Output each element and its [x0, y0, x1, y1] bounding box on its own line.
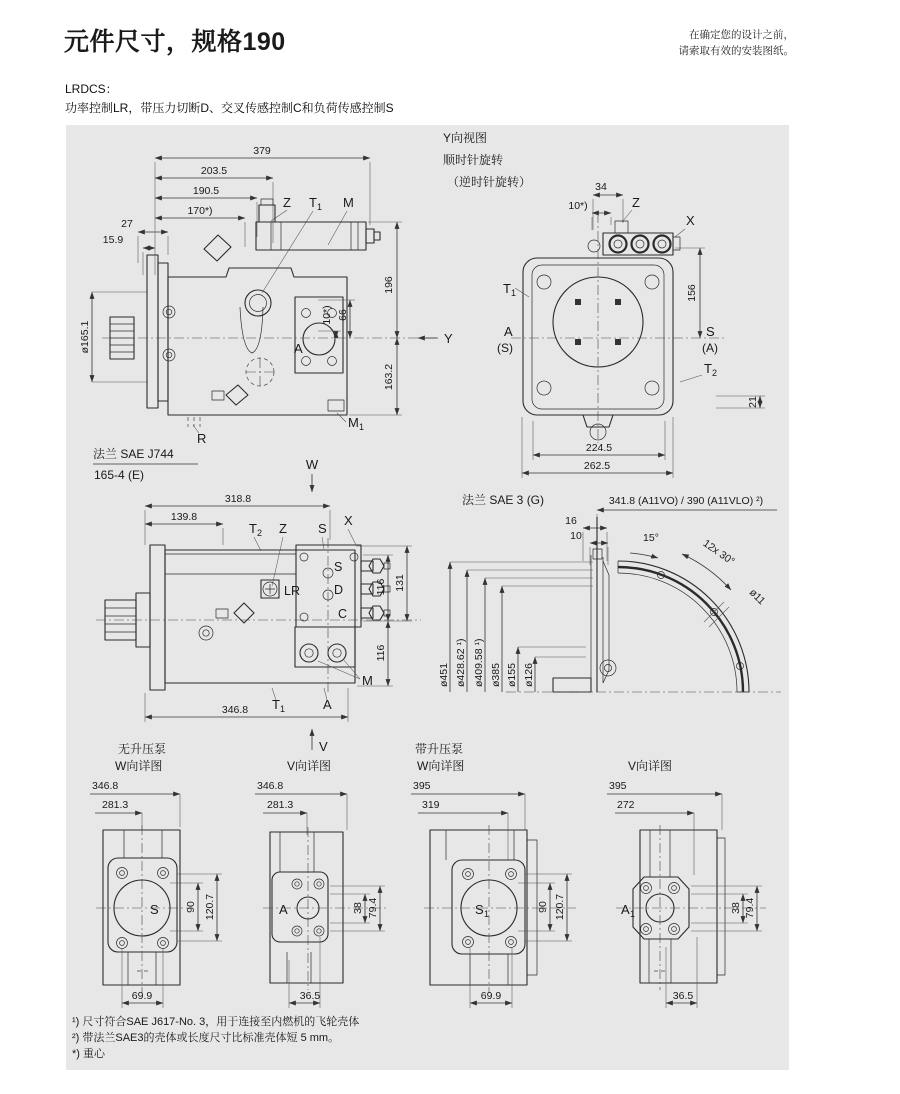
port-letter-c: C	[338, 607, 348, 621]
detail-port-s1-sub: 1	[484, 909, 490, 919]
dim-label: 34	[595, 181, 607, 193]
port-label-a: A	[294, 341, 303, 356]
port-label-t1-sub: 1	[511, 288, 517, 298]
dim-label: 90	[185, 901, 197, 913]
port-letter-d: D	[334, 583, 344, 597]
page-title: 元件尺寸，规格190	[64, 28, 286, 56]
port-label-z: Z	[283, 195, 291, 210]
port-label-a: A	[323, 697, 332, 712]
dim-label: 318.8	[224, 493, 252, 505]
dim-label: 190.5	[192, 185, 220, 197]
port-label-t2: T	[704, 361, 712, 376]
detail-port-s: S	[150, 902, 159, 917]
design-notice	[679, 27, 795, 60]
dim-label: 281.3	[267, 799, 294, 811]
dim-label: 131	[394, 574, 406, 592]
dim-label: 346.8	[92, 780, 119, 792]
dim-label: 203.5	[200, 165, 228, 177]
dim-label: 21	[747, 396, 759, 408]
dim-label: 69.9	[480, 990, 502, 1002]
port-label-t1-sub: 1	[280, 704, 286, 714]
dim-label: 395	[609, 780, 627, 792]
dim-label: 346.8	[257, 780, 284, 792]
dim-label: 79.4	[367, 897, 379, 919]
port-label-m1-sub: 1	[359, 422, 365, 432]
angle-label-12x30: 12x 30°	[700, 537, 737, 568]
control-label-lr: LR	[284, 584, 300, 598]
dim-label: 116	[375, 578, 387, 596]
dim-label: 379	[253, 145, 271, 157]
design-notice-line2: 请索取有效的安装图纸。	[678, 45, 794, 58]
port-label-r: R	[197, 431, 207, 446]
dia-label-409: ø409.58 ¹)	[473, 638, 485, 687]
detail-view-3	[411, 741, 576, 1008]
dim-label: 196	[383, 276, 395, 294]
dia-label-451: ø451	[438, 663, 450, 687]
detail-view-title: V向详图	[287, 759, 332, 773]
y-view-drawing	[443, 131, 765, 478]
dia-label-385: ø385	[490, 663, 502, 687]
dimension-drawing	[66, 125, 789, 1070]
detail-view-4	[607, 759, 766, 1008]
dim-label: 346.8	[221, 704, 249, 716]
port-label-a: A	[504, 324, 513, 339]
angle-label-15: 15°	[643, 532, 659, 544]
dim-label: 27	[121, 218, 133, 230]
detail-view-2	[255, 759, 388, 1008]
port-label-m: M	[343, 195, 354, 210]
footnote-star: *) 重心	[72, 1048, 105, 1060]
dim-label: 163.2	[383, 363, 395, 391]
flange-view-drawing	[438, 492, 781, 692]
dim-label: 16	[565, 515, 577, 527]
w-view-drawing	[96, 493, 421, 754]
dim-label: 90	[537, 901, 549, 913]
dim-label: 10*)	[321, 305, 333, 325]
port-label-s: S	[706, 324, 715, 339]
model-description	[65, 80, 394, 118]
port-label-s-alt: (A)	[702, 341, 718, 355]
port-label-m: M	[362, 673, 373, 688]
port-label-t1: T	[503, 281, 511, 296]
dim-label: ø165.1	[79, 320, 91, 354]
dim-label: 395	[413, 780, 431, 792]
dim-label: 10*)	[568, 200, 588, 212]
port-label-t1: T	[309, 195, 317, 210]
y-view-title: Y向视图	[443, 131, 488, 145]
dim-label: 116	[375, 644, 387, 662]
detail-view-title: W向详图	[115, 759, 163, 773]
dim-label: 281.3	[102, 799, 129, 811]
dim-label: 319	[422, 799, 440, 811]
detail-view-title: V向详图	[628, 759, 673, 773]
detail-port-a: A	[279, 902, 288, 917]
model-controls: 功率控制LR，带压力切断D、交叉传感控制C和负荷传感控制S	[65, 101, 394, 116]
dim-label: 15.9	[102, 234, 124, 246]
model-code: LRDCS：	[65, 82, 118, 96]
dim-label: 272	[617, 799, 635, 811]
dim-label: 79.4	[744, 897, 756, 919]
side-view-drawing	[79, 145, 453, 492]
view-marker-w: W	[305, 457, 319, 472]
y-view-rotation-cw: 顺时针旋转	[443, 153, 504, 167]
port-label-m1: M	[348, 415, 359, 430]
dia-label-428: ø428.62 ¹)	[455, 638, 467, 687]
detail-view-1	[90, 741, 222, 1008]
footnote-2: ²) 带法兰SAE3的壳体或长度尺寸比标准壳体短 5 mm。	[72, 1032, 340, 1044]
axis-label-y: Y	[444, 331, 453, 346]
dim-label: 66	[337, 309, 349, 321]
dim-label: 262.5	[583, 460, 611, 472]
port-label-t2-sub: 2	[257, 528, 263, 538]
footnotes	[72, 1014, 359, 1060]
detail-port-s1: S	[475, 902, 484, 917]
detail-group-title: 无升压泵	[118, 742, 167, 756]
detail-port-a1-sub: 1	[630, 909, 636, 919]
dia-label-11: ø11	[746, 586, 768, 608]
detail-group-title: 带升压泵	[415, 742, 464, 756]
port-label-a-alt: (S)	[497, 341, 513, 355]
port-label-x: X	[686, 213, 695, 228]
footnote-1: ¹) 尺寸符合SAE J617-No. 3，用于连接至内燃机的飞轮壳体	[72, 1016, 360, 1028]
port-label-x: X	[344, 513, 353, 528]
flange-length-note: 341.8 (A11VO) / 390 (A11VLO) ²)	[608, 495, 764, 507]
port-letter-s: S	[334, 560, 343, 574]
dim-label: 120.7	[554, 893, 566, 921]
port-label-t2: T	[249, 521, 257, 536]
port-label-s: S	[318, 521, 327, 536]
dim-label: 120.7	[204, 893, 216, 921]
dim-label: 38	[730, 902, 742, 914]
drawing-panel	[66, 125, 789, 1070]
dim-label: 10	[570, 530, 582, 542]
flange-view-title: 法兰 SAE 3 (G)	[462, 493, 545, 507]
detail-view-title: W向详图	[417, 759, 465, 773]
port-label-t1-sub: 1	[317, 202, 323, 212]
dim-label: 38	[352, 902, 364, 914]
detail-port-a1: A	[621, 902, 630, 917]
dim-label: 36.5	[299, 990, 321, 1002]
dim-label: 139.8	[170, 511, 198, 523]
port-label-t2-sub: 2	[712, 368, 718, 378]
flange-note-line1: 法兰 SAE J744	[93, 447, 174, 461]
y-view-rotation-ccw: （逆时针旋转）	[447, 175, 532, 189]
port-label-z: Z	[279, 521, 287, 536]
dim-label: 170*)	[187, 205, 213, 217]
design-notice-line1: 在确定您的设计之前，	[689, 29, 794, 41]
port-label-z: Z	[632, 195, 640, 210]
dia-label-155: ø155	[506, 663, 518, 687]
dim-label: 156	[686, 284, 698, 302]
flange-note-line2: 165-4 (E)	[94, 468, 145, 482]
dia-label-126: ø126	[523, 663, 535, 687]
view-marker-v: V	[319, 739, 328, 754]
dim-label: 69.9	[131, 990, 153, 1002]
port-label-t1: T	[272, 697, 280, 712]
dim-label: 36.5	[672, 990, 694, 1002]
dim-label: 224.5	[585, 442, 613, 454]
